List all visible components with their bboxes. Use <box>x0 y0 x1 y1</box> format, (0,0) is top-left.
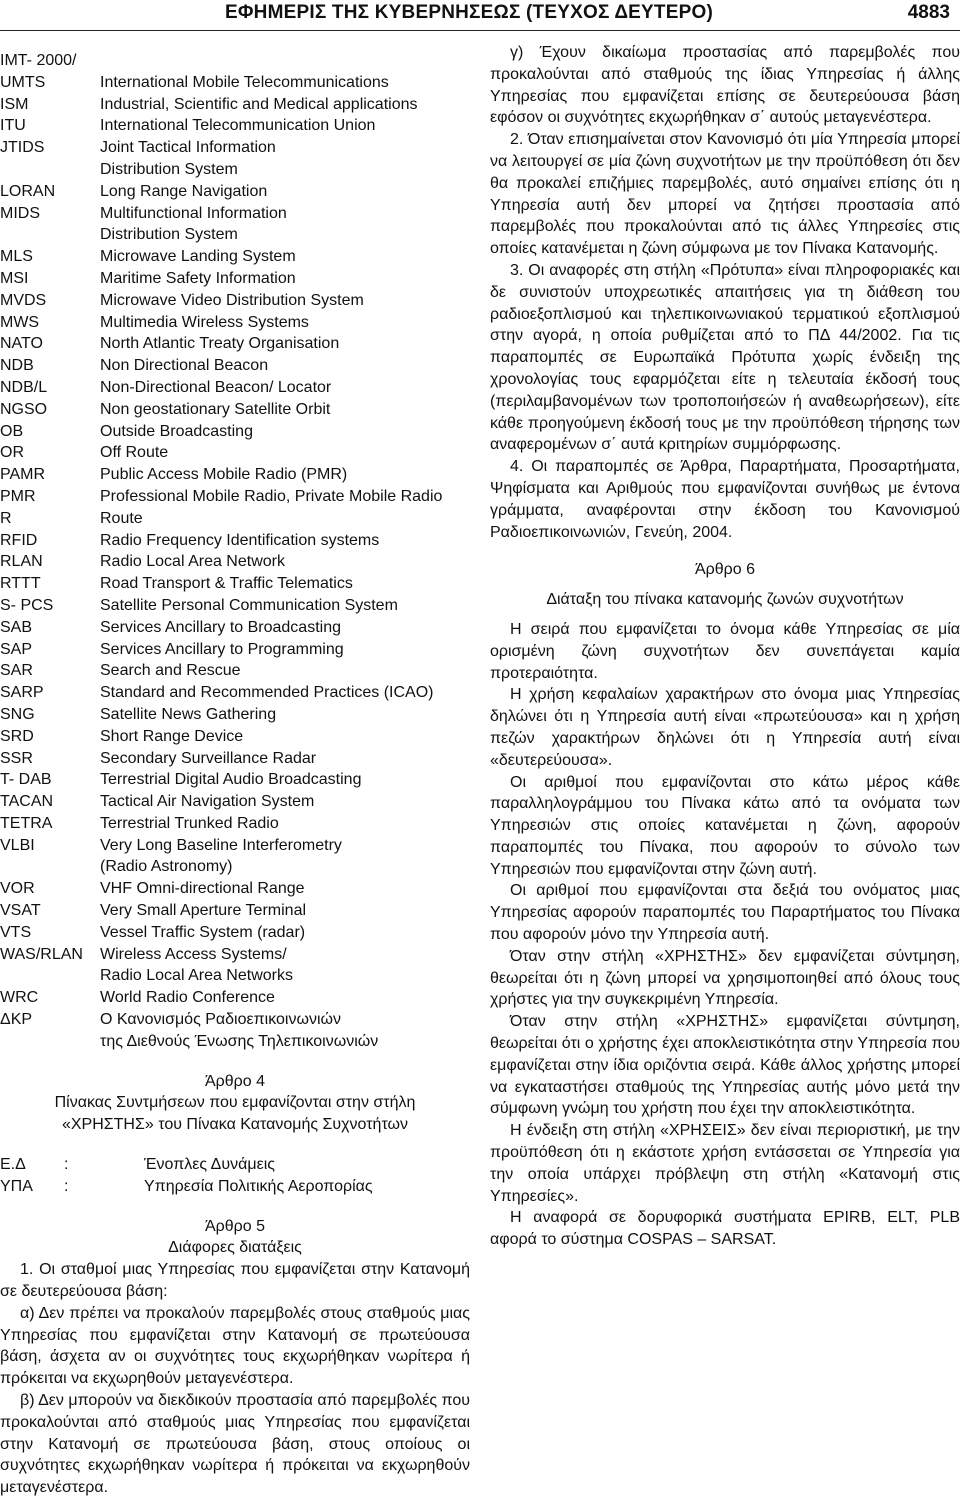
abbreviation-definition: Joint Tactical Information <box>100 139 276 157</box>
abbreviation-code: PMR <box>0 487 36 505</box>
article-4-title: Άρθρο 4 <box>204 1072 266 1090</box>
abbreviation-row <box>0 660 470 682</box>
legend-definition: Υπηρεσία Πολιτικής Αεροπορίας <box>144 1177 373 1195</box>
abbreviation-row <box>0 137 470 159</box>
abbreviation-row <box>0 791 470 813</box>
abbreviation-definition: Professional Mobile Radio, Private Mobile Radio <box>100 487 443 505</box>
article-6-body <box>490 619 960 1251</box>
abbreviation-row <box>0 72 470 94</box>
abbreviation-code: RTTT <box>0 575 41 593</box>
abbreviation-code: ΔΚΡ <box>0 1011 33 1029</box>
article-6-paragraph: Όταν στην στήλη «ΧΡΗΣΤΗΣ» δεν εμφανίζεται σύντμηση, θεωρείται ότι η ζώνη μπορεί να χρησιμοποιηθεί από όλους τους χρήστες για την συγκεκριμένη Υπηρεσία. <box>490 947 960 1009</box>
abbreviation-definition: Very Small Aperture Terminal <box>100 902 307 920</box>
abbreviation-definition: Route <box>100 509 143 527</box>
abbreviation-code: LORAN <box>0 182 56 200</box>
legend-code: ΥΠΑ <box>0 1177 33 1195</box>
article-4-subtitle-line-1: Πίνακας Συντμήσεων που εμφανίζονται στην στήλη <box>54 1094 416 1112</box>
abbreviation-code <box>0 856 100 878</box>
abbreviation-row <box>0 290 470 312</box>
abbreviation-code: SARP <box>0 684 44 702</box>
abbreviation-definition: Satellite News Gathering <box>100 705 277 723</box>
abbreviation-code: VSAT <box>0 902 41 920</box>
abbreviation-row <box>0 246 470 268</box>
abbreviation-row <box>0 595 470 617</box>
abbreviation-definition: της Διεθνούς Ένωσης Τηλεπικοινωνιών <box>100 1032 379 1050</box>
abbreviation-row <box>0 203 470 225</box>
abbreviation-code: TETRA <box>0 814 53 832</box>
article-6-paragraph: Η σειρά που εμφανίζεται το όνομα κάθε Υπηρεσίας σε μία ορισμένη ζώνη συχνοτήτων δεν συνεπάγεται καμία προτεραιότητα. <box>490 620 960 682</box>
abbreviation-definition: Outside Broadcasting <box>100 422 253 440</box>
abbreviation-definition: Radio Frequency Identification systems <box>100 531 380 549</box>
abbreviation-row <box>0 748 470 770</box>
article-5-paragraph-3: 3. Οι αναφορές στη στήλη «Πρότυπα» είναι πληροφοριακές και δε συνιστούν υποχρεωτικές απαιτήσεις για τη διάθεση του ραδιοεξοπλισμού και τηλεπικοινωνιακού τερματικού εξοπλισμού στην αγορά, η οποία ρυθμίζεται από το ΠΔ 44/2002. Για τις παραπομπές σε Ευρωπαϊκά Πρότυπα χωρίς ένδειξη της χρονολογίας τους εφαρμόζεται είτε η τελευταία έκδοσή τους (περιλαμβανομένων των τροποποιήσεών ή αναθεωρήσεων), είτε κάθε προηγούμενη έκδοσή τους με την προϋπόθεση τήρησης των αναφερομένων σ΄ αυτά κριτηρίων συμμόρφωσης. <box>490 261 960 454</box>
abbreviation-row <box>0 944 470 966</box>
abbreviation-code: NGSO <box>0 400 48 418</box>
abbreviation-row <box>0 769 470 791</box>
abbreviation-definition: Off Route <box>100 444 169 462</box>
abbreviation-definition: Maritime Safety Information <box>100 269 296 287</box>
abbreviation-definition: Radio Local Area Networks <box>100 967 293 985</box>
article-6-paragraph: Οι αριθμοί που εμφανίζονται στο κάτω μέρος κάθε παραλληλογράμμου του Πίνακα κάτω από τα ονόματα των Υπηρεσιών στις οποίες κατανέμεται η ζώνη, αφορούν παραπομπές του Πίνακα, που αφορούν το σύνολο των Υπηρεσιών που εμφανίζονται στην ζώνη αυτή. <box>490 773 960 878</box>
abbreviation-code: ITU <box>0 117 26 135</box>
abbreviation-code: S- PCS <box>0 596 54 614</box>
legend-code: Ε.Δ <box>0 1156 26 1174</box>
page-number: 4883 <box>907 2 950 23</box>
abbreviation-definition: Road Transport & Traffic Telematics <box>100 575 353 593</box>
page-header <box>0 0 960 30</box>
right-column <box>490 42 960 1251</box>
abbreviation-row <box>0 878 470 900</box>
abbreviation-row <box>0 987 470 1009</box>
abbreviation-definition: International Telecommunication Union <box>100 117 376 135</box>
abbreviation-row <box>0 312 470 334</box>
article-6-paragraph: Οι αριθμοί που εμφανίζονται στα δεξιά του ονόματος μιας Υπηρεσίας αφορούν παραπομπές του Παραρτήματος του Πίνακα που αφορούν μόνο την Υπηρεσία αυτή. <box>490 882 960 944</box>
abbreviation-definition: Terrestrial Trunked Radio <box>100 814 279 832</box>
abbreviation-code: T- DAB <box>0 771 52 789</box>
abbreviation-row <box>0 355 470 377</box>
abbreviation-row <box>0 856 470 878</box>
abbreviation-definition: Industrial, Scientific and Medical applications <box>100 95 418 113</box>
abbreviation-code <box>0 159 100 181</box>
article-5-paragraph-b: β) Δεν μπορούν να διεκδικούν προστασία από παρεμβολές που προκαλούνται από σταθμούς μιας Υπηρεσίας που εμφανίζεται στην Κατανομή σε πρωτεύουσα βάση, στους οποίους οι συχνότητες εκχωρήθηκαν νωρίτερα ή πρόκειται να εκχωρηθούν μεταγενέστερα. <box>0 1392 471 1497</box>
abbreviation-code: WAS/RLAN <box>0 945 83 963</box>
abbreviation-code: TACAN <box>0 793 54 811</box>
legend-colon: : <box>64 1156 69 1174</box>
abbreviation-row <box>0 704 470 726</box>
abbreviation-definition: Ο Κανονισμός Ραδιοεπικοινωνιών <box>100 1011 342 1029</box>
abbreviation-code: MWS <box>0 313 40 331</box>
abbreviation-code: UMTS <box>0 73 46 91</box>
abbreviation-row <box>0 726 470 748</box>
article-5-subtitle: Διάφορες διατάξεις <box>168 1239 302 1257</box>
legend-row <box>0 1176 470 1198</box>
abbreviation-code: RFID <box>0 531 38 549</box>
abbreviation-row <box>0 377 470 399</box>
abbreviation-definition: Standard and Recommended Practices (ICAO) <box>100 684 434 702</box>
abbreviation-row <box>0 682 470 704</box>
abbreviation-row <box>0 486 470 508</box>
abbreviation-definition: Distribution System <box>100 226 238 244</box>
abbreviation-definition: Distribution System <box>100 160 238 178</box>
abbreviation-row <box>0 965 470 987</box>
abbreviation-code: VTS <box>0 923 32 941</box>
abbreviation-code: SSR <box>0 749 33 767</box>
abbreviation-code: NDB/L <box>0 378 48 396</box>
abbreviation-definition: Short Range Device <box>100 727 244 745</box>
abbreviation-row <box>0 115 470 137</box>
abbreviation-code: SAR <box>0 662 33 680</box>
abbreviation-row <box>0 617 470 639</box>
abbreviation-definition: Public Access Mobile Radio (PMR) <box>100 466 348 484</box>
abbreviation-code: SNG <box>0 705 35 723</box>
abbreviation-row <box>0 835 470 857</box>
abbreviation-definition: International Mobile Telecommunications <box>100 73 389 91</box>
abbreviation-row <box>0 464 470 486</box>
abbreviation-definition: Very Long Baseline Interferometry <box>100 836 342 854</box>
abbreviation-code: ISM <box>0 95 29 113</box>
abbreviation-code: JTIDS <box>0 139 45 157</box>
abbreviation-row <box>0 900 470 922</box>
abbreviation-code: MLS <box>0 248 33 266</box>
abbreviation-row <box>0 224 470 246</box>
article-6-subtitle: Διάταξη του πίνακα κατανομής ζωνών συχνοτήτων <box>546 591 904 609</box>
abbreviation-row <box>0 813 470 835</box>
article-6-title: Άρθρο 6 <box>694 561 756 579</box>
article-6-paragraph: Η χρήση κεφαλαίων χαρακτήρων στο όνομα μιας Υπηρεσίας δηλώνει ότι η Υπηρεσία αυτή είναι «πρωτεύουσα» και η χρήση πεζών χαρακτήρων δηλώνει ότι η Υπηρεσία αυτή είναι «δευτερεύουσα». <box>490 686 960 769</box>
legend-row <box>0 1154 470 1176</box>
abbreviation-definition: Wireless Access Systems/ <box>100 945 287 963</box>
abbreviation-row <box>0 922 470 944</box>
abbreviation-row <box>0 268 470 290</box>
abbreviation-code: RLAN <box>0 553 43 571</box>
article-6-paragraph: Η ένδειξη στη στήλη «ΧΡΗΣΕΙΣ» δεν είναι περιοριστική, με την προϋπόθεση ότι η εκάστοτε χρήση εντάσσεται σε Υπηρεσία για την οποία υπάρχει πρόβλεψη στη στήλη «Κατανομή στις Υπηρεσίες». <box>490 1122 960 1205</box>
abbreviation-definition: Radio Local Area Network <box>100 553 285 571</box>
abbreviation-row <box>0 442 470 464</box>
article-5-paragraph-a: α) Δεν πρέπει να προκαλούν παρεμβολές στους σταθμούς μιας Υπηρεσίας που εμφανίζεται στην Κατανομή σε πρωτεύουσα βάση, άσχετα αν οι συχνότητες τους εκχωρήθηκαν νωρίτερα ή πρόκειται να εκχωρηθούν μεταγενέστερα. <box>0 1304 470 1388</box>
abbreviation-code: VOR <box>0 880 35 898</box>
abbreviation-definition: North Atlantic Treaty Organisation <box>100 335 340 353</box>
abbreviation-definition: Search and Rescue <box>100 662 241 680</box>
abbreviation-code: MIDS <box>0 204 40 222</box>
abbreviation-definition: Non Directional Beacon <box>100 357 269 375</box>
abbreviation-code: NATO <box>0 335 43 353</box>
article-6-paragraph: Όταν στην στήλη «ΧΡΗΣΤΗΣ» εμφανίζεται σύντμηση, θεωρείται ότι ο χρήστης έχει αποκλειστικότητα στην Υπηρεσία που εμφανίζεται στην ίδια οριζόντια σειρά. Κάθε άλλος χρήστης μπορεί να εγκαταστήσει σταθμούς της Υπηρεσίας αυτής μόνο μετά την σύμφωνη γνώμη του χρήστη που έχει την αποκλειστικότητα. <box>490 1013 960 1118</box>
article-5-paragraph-2: 2. Όταν επισημαίνεται στον Κανονισμό ότι μία Υπηρεσία μπορεί να λειτουργεί σε μία ζώνη συχνοτήτων με την προϋπόθεση ότι δεν θα προκαλεί επιζήμιες παρεμβολές, αυτό σημαίνει επίσης ότι η Υπηρεσία αυτή δεν μπορεί να ζητήσει προστασία από παρεμβολές που προκαλούνται από τις άλλες Υπηρεσίες στις οποίες κατανέμεται η ζώνη σύμφωνα με τον Πίνακα Κατανομής. <box>490 131 960 258</box>
abbreviation-definition: Satellite Personal Communication System <box>100 596 398 614</box>
abbreviation-definition: Multimedia Wireless Systems <box>100 313 309 331</box>
article-5-paragraph-c: γ) Έχουν δικαίωμα προστασίας από παρεμβολές που προκαλούνται από σταθμούς της ίδιας Υπηρεσίας ή άλλης Υπηρεσίας που εμφανίζεται επίσης σε δευτερεύουσα βάση εφόσον οι συχνότητες εκχωρήθηκαν σ΄ αυτούς μεταγενέστερα. <box>490 44 960 127</box>
abbreviation-row <box>0 94 470 116</box>
abbreviation-definition: Microwave Video Distribution System <box>100 291 364 309</box>
abbreviation-code: PAMR <box>0 466 46 484</box>
abbreviation-list <box>0 50 470 1053</box>
abbreviation-definition: Vessel Traffic System (radar) <box>100 923 306 941</box>
abbreviation-row <box>0 159 470 181</box>
abbreviation-row <box>0 181 470 203</box>
abbreviation-row <box>0 1031 470 1053</box>
abbreviation-definition: Microwave Landing System <box>100 248 296 266</box>
abbreviation-definition: VHF Omni-directional Range <box>100 880 305 898</box>
abbreviation-code <box>0 224 100 246</box>
abbreviation-row <box>0 508 470 530</box>
abbreviation-code: NDB <box>0 357 34 375</box>
abbreviation-code: OB <box>0 422 24 440</box>
abbreviation-definition: Services Ancillary to Broadcasting <box>100 618 341 636</box>
abbreviation-code: MVDS <box>0 291 47 309</box>
abbreviation-code: WRC <box>0 989 39 1007</box>
abbreviation-definition: Non geostationary Satellite Orbit <box>100 400 331 418</box>
abbreviation-definition: World Radio Conference <box>100 989 275 1007</box>
abbreviation-definition: Multifunctional Information <box>100 204 287 222</box>
abbreviation-row <box>0 1009 470 1031</box>
abbreviation-row <box>0 50 470 72</box>
gazette-title: ΕΦΗΜΕΡΙΣ ΤΗΣ ΚΥΒΕΡΝΗΣΕΩΣ (ΤΕΥΧΟΣ ΔΕΥΤΕΡΟ) <box>225 2 713 23</box>
abbreviation-code: OR <box>0 444 24 462</box>
abbreviation-row <box>0 530 470 552</box>
abbreviation-code: MSI <box>0 269 29 287</box>
abbreviation-definition: Secondary Surveillance Radar <box>100 749 317 767</box>
abbreviation-code <box>0 1031 100 1053</box>
abbreviation-row <box>0 639 470 661</box>
abbreviation-code: R <box>0 509 12 527</box>
abbreviation-definition <box>100 50 470 72</box>
abbreviation-definition: (Radio Astronomy) <box>100 858 233 876</box>
article-5-paragraph-4: 4. Οι παραπομπές σε Άρθρα, Παραρτήματα, Προσαρτήματα, Ψηφίσματα και Αριθμούς που εμφανίζονται συνήθως με έντονα γράμματα, αναφέρονται στην έκδοση του Κανονισμού Ραδιοεπικοινωνιών, Γενεύη, 2004. <box>490 458 960 541</box>
abbreviation-definition: Non-Directional Beacon/ Locator <box>100 378 332 396</box>
article-6-paragraph: Η αναφορά σε δορυφορικά συστήματα EPIRB, ELT, PLB αφορά το σύστημα COSPAS – SARSAT. <box>490 1209 960 1249</box>
abbreviation-row <box>0 573 470 595</box>
article-5-title: Άρθρο 5 <box>204 1217 266 1235</box>
article-5-paragraph-1: 1. Οι σταθμοί μιας Υπηρεσίας που εμφανίζεται στην Κατανομή σε δευτερεύουσα βάση: <box>0 1261 470 1301</box>
abbreviation-definition: Tactical Air Navigation System <box>100 793 315 811</box>
abbreviation-code: VLBI <box>0 836 35 854</box>
abbreviation-definition: Terrestrial Digital Audio Broadcasting <box>100 771 362 789</box>
header-divider <box>0 30 960 31</box>
abbreviation-code <box>0 965 100 987</box>
abbreviation-definition: Long Range Navigation <box>100 182 268 200</box>
abbreviation-code: SAB <box>0 618 33 636</box>
abbreviation-code: IMT- 2000/ <box>0 52 77 69</box>
abbreviation-definition: Services Ancillary to Programming <box>100 640 344 658</box>
abbreviation-code: SRD <box>0 727 34 745</box>
legend-definition: Ένοπλες Δυνάμεις <box>144 1156 275 1174</box>
abbreviation-row <box>0 551 470 573</box>
legend-colon: : <box>64 1177 69 1195</box>
abbreviation-row <box>0 333 470 355</box>
left-column <box>0 50 470 1499</box>
article-4-subtitle-line-2: «ΧΡΗΣΤΗΣ» του Πίνακα Κατανομής Συχνοτήτων <box>61 1116 409 1134</box>
abbreviation-row <box>0 421 470 443</box>
abbreviation-code: SAP <box>0 640 33 658</box>
abbreviation-row <box>0 399 470 421</box>
